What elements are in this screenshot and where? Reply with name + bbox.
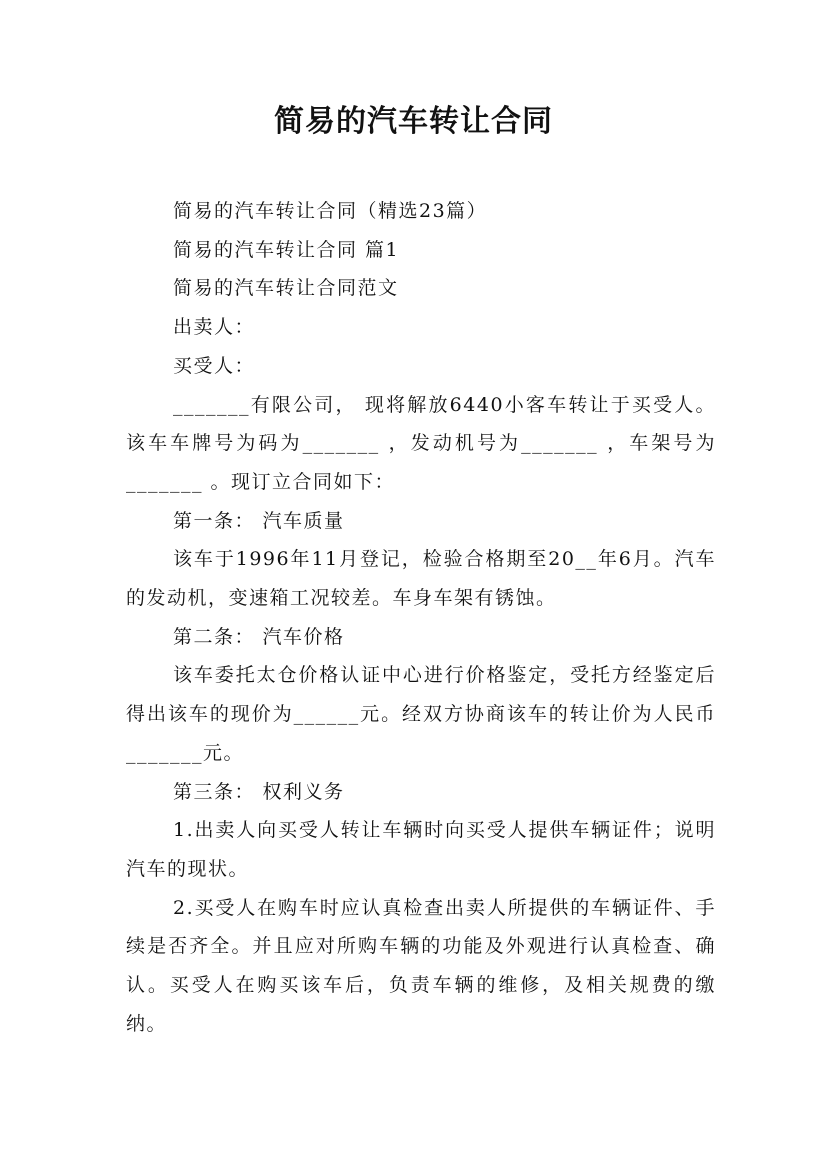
clause-2-heading: 第二条： 汽车价格 (173, 625, 345, 648)
clause-1-heading: 第一条： 汽车质量 (173, 509, 345, 532)
document-title: 简易的汽车转让合同 (274, 104, 553, 139)
paragraph-subtitle: 简易的汽车转让合同（精选23篇） (173, 200, 488, 222)
paragraph-seller: 出卖人： (173, 316, 256, 339)
paragraph-heading-part1: 简易的汽车转让合同 篇1 (173, 238, 400, 261)
paragraph-buyer: 买受人： (173, 354, 256, 377)
clause-3-item-1: 1.出卖人向买受人转让车辆时向买受人提供车辆证件；说明汽车的现状。 (126, 819, 716, 880)
clause-1-body: 该车于1996年11月登记，检验合格期至20__年6月。汽车的发动机，变速箱工况较差。车身车架有锈蚀。 (126, 548, 716, 610)
clause-2-body: 该车委托太仓价格认证中心进行价格鉴定，受托方经鉴定后得出该车的现价为______元。经双方协商该车的转让价为人民币_______元。 (126, 664, 716, 764)
clause-3-item-2: 2.买受人在购车时应认真检查出卖人所提供的车辆证件、手续是否齐全。并且应对所购车辆的功能及外观进行认真检查、确认。买受人在购买该车后，负责车辆的维修，及相关规费的缴纳。 (126, 896, 716, 1035)
clause-3-heading: 第三条： 权利义务 (173, 780, 345, 803)
paragraph-intro: _______有限公司， 现将解放6440小客车转让于买受人。该车车牌号为码为_______ ，发动机号为_______ ，车架号为_______ 。现订立合同如下： (126, 393, 716, 493)
document-body (126, 192, 716, 1043)
paragraph-heading-sample: 简易的汽车转让合同范文 (173, 277, 399, 300)
